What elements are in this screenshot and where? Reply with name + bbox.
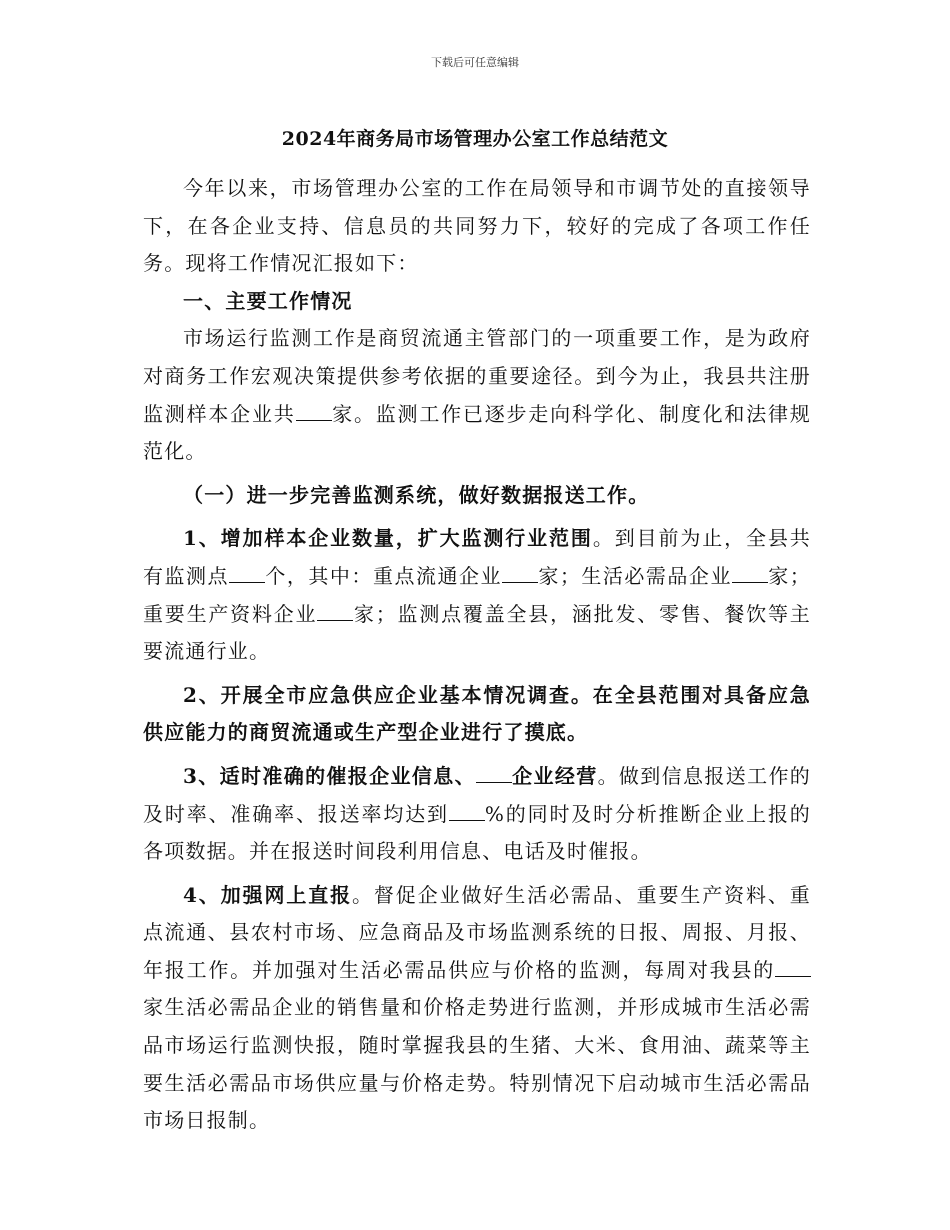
item-1-paragraph: [143, 520, 811, 670]
fill-blank: [449, 802, 485, 821]
monitoring-text-part-2: 家。监测工作已逐步走向科学化、制度化和法律规范化。: [143, 401, 812, 464]
item-1-text-c: 家；生活必需品企业: [538, 563, 732, 588]
item-3-text-b: %的同时及时分析推断企业上报的各项数据。并在报送时间段利用信息、电话及时催报。: [143, 801, 811, 864]
fill-blank: [775, 958, 811, 977]
page-header-note: 下载后可任意编辑: [431, 56, 519, 69]
item-2-paragraph: 2、开展全市应急供应企业基本情况调查。在全县范围对具备应急供应能力的商贸流通或生产型企业进行了摸底。: [143, 682, 811, 745]
item-1-text-a: 。到目前为止，全县共有监测点: [143, 526, 812, 588]
item-4-text-b: 家生活必需品企业的销售量和价格走势进行监测，并形成城市生活必需品市场运行监测快报，随时掌握我县的生猪、大米、食用油、蔬菜等主要生活必需品市场供应量与价格走势。特别情况下启动城市生活必需品市场日报制。: [143, 995, 811, 1133]
intro-paragraph: 今年以来，市场管理办公室的工作在局领导和市调节处的直接领导下，在各企业支持、信息员的共同努力下，较好的完成了各项工作任务。现将工作情况汇报如下：: [143, 176, 811, 276]
item-4-text-a: 。督促企业做好生活必需品、重要生产资料、重点流通、县农村市场、应急商品及市场监测系统的日报、周报、月报、年报工作。并加强对生活必需品供应与价格的监测，每周对我县的: [143, 882, 811, 982]
fill-blank: [229, 564, 265, 583]
monitoring-paragraph: [143, 320, 811, 470]
fill-blank: [296, 402, 332, 421]
fill-blank: [502, 564, 538, 583]
document-title: 2024年商务局市场管理办公室工作总结范文: [281, 128, 669, 150]
section-heading-main-work: 一、主要工作情况: [183, 288, 353, 313]
item-1-heading: 1、增加样本企业数量，扩大监测行业范围: [183, 526, 593, 551]
subsection-heading-monitoring-system: （一）进一步完善监测系统，做好数据报送工作。: [183, 482, 650, 507]
document-body: [143, 170, 811, 1140]
item-3-paragraph: [143, 758, 811, 871]
item-4-heading: 4、加强网上直报: [183, 882, 353, 907]
fill-blank: [732, 564, 768, 583]
item-1-text-d: 家；重要生产资料企业: [143, 563, 811, 626]
item-1-text-e: 家；监测点覆盖全县，涵批发、零售、餐饮等主要流通行业。: [143, 601, 811, 664]
fill-blank: [317, 602, 353, 621]
item-3-heading-b: 企业经营: [511, 763, 598, 788]
item-3-heading-a: 3、适时准确的催报企业信息、: [183, 763, 476, 788]
item-3-text-a: 。做到信息报送工作的及时率、准确率、报送率均达到: [143, 763, 811, 826]
monitoring-text-part-1: 市场运行监测工作是商贸流通主管部门的一项重要工作，是为政府对商务工作宏观决策提供参考依据的重要途径。到今为止，我县共注册监测样本企业共: [143, 326, 811, 426]
fill-blank: [476, 764, 512, 783]
item-1-text-b: 个，其中：重点流通企业: [265, 563, 503, 588]
item-4-paragraph: [143, 877, 811, 1140]
